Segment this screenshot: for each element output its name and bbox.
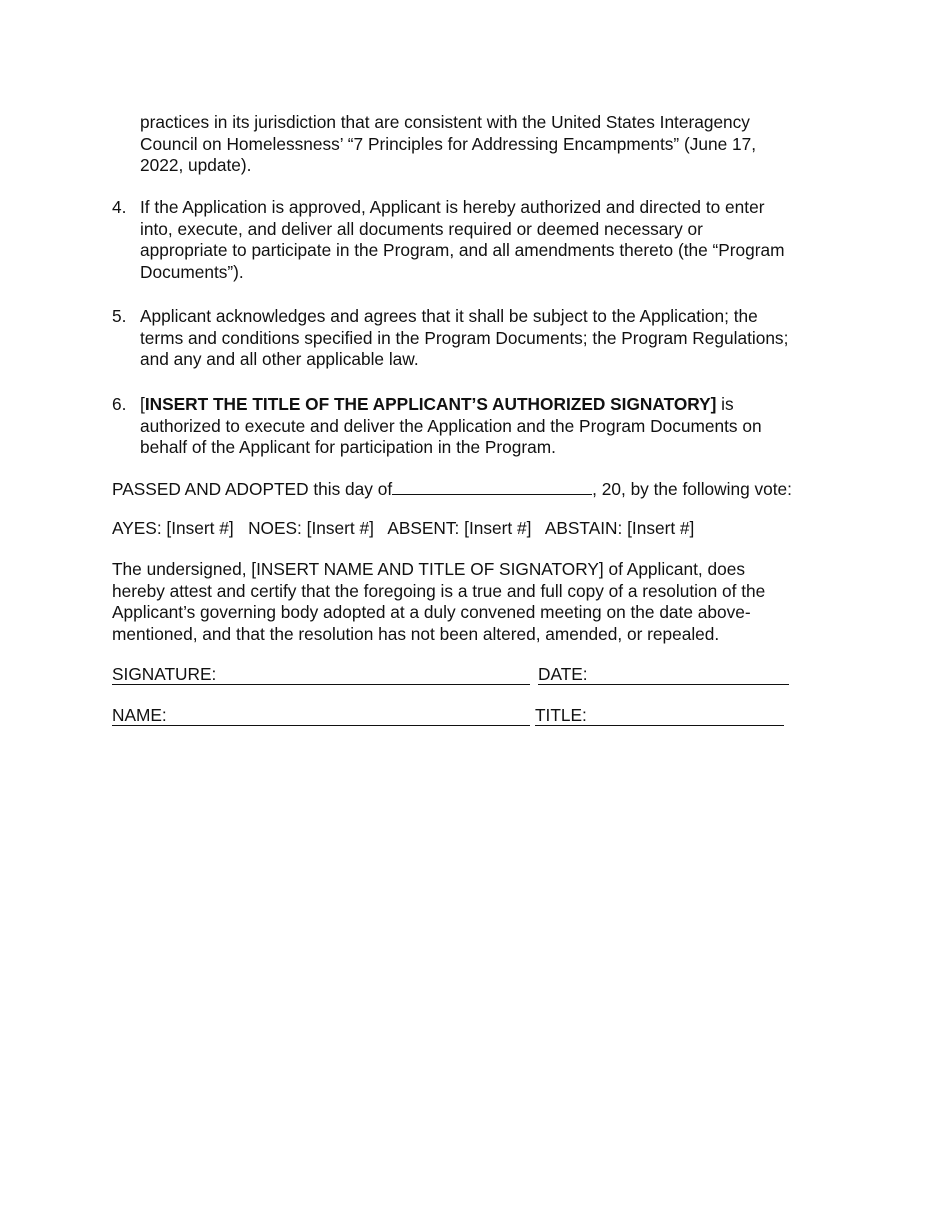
item-line: Documents”).: [140, 261, 244, 282]
continuation-line: practices in its jurisdiction that are consistent with the United States Interagency: [140, 112, 750, 132]
item-line: Applicant acknowledges and agrees that it shall be subject to the Application; the: [140, 306, 758, 326]
title-line[interactable]: [535, 725, 784, 726]
item-line: appropriate to participate in the Program, and all amendments thereto (the “Program: [140, 240, 785, 261]
date-line[interactable]: [538, 684, 789, 685]
signatory-placeholder: INSERT THE TITLE OF THE APPLICANT’S AUTHORIZED SIGNATORY]: [144, 394, 717, 414]
name-label: NAME:: [112, 705, 167, 725]
item-number: 6.: [112, 394, 127, 414]
title-label: TITLE:: [535, 705, 587, 725]
name-line[interactable]: [112, 725, 530, 726]
continuation-line: Council on Homelessness’ “7 Principles for Addressing Encampments” (June 17,: [140, 133, 757, 154]
passed-adopted-line: [112, 478, 842, 501]
passed-comma: ,: [592, 479, 597, 499]
continuation-line: 2022, update).: [140, 155, 252, 176]
attest-line: hereby attest and certify that the foregoing is a true and full copy of a resolution of the: [112, 580, 766, 601]
attestation-paragraph: [112, 559, 842, 645]
signature-line[interactable]: [112, 684, 530, 685]
attest-line: The undersigned, [INSERT NAME AND TITLE OF SIGNATORY] of Applicant, does: [112, 559, 745, 579]
signature-label: SIGNATURE:: [112, 664, 217, 684]
vote-text: AYES: [Insert #] NOES: [Insert #] ABSENT: [Insert #] ABSTAIN: [Insert #]: [112, 518, 695, 538]
continuation-paragraph: [140, 112, 842, 177]
item-line: authorized to execute and deliver the Application and the Program Documents on: [140, 415, 762, 436]
passed-suffix: 20, by the following vote:: [596, 479, 792, 499]
date-label: DATE:: [538, 664, 588, 684]
attest-line: mentioned, and that the resolution has not been altered, amended, or repealed.: [112, 623, 720, 644]
bracket-open: [: [140, 394, 145, 414]
item-text: [140, 394, 842, 459]
item-text: [140, 306, 842, 371]
item-line: terms and conditions specified in the Program Documents; the Program Regulations;: [140, 327, 789, 348]
item-number: 5.: [112, 306, 127, 326]
vote-tally: [112, 518, 842, 540]
item-text: [140, 197, 842, 283]
attest-line: Applicant’s governing body adopted at a duly convened meeting on the date above-: [112, 602, 751, 623]
item-line: into, execute, and deliver all documents required or deemed necessary or: [140, 218, 703, 239]
item-first-line: [140, 394, 842, 416]
item-line: and any and all other applicable law.: [140, 349, 419, 370]
item-number: 4.: [112, 197, 127, 217]
item-line: behalf of the Applicant for participation in the Program.: [140, 437, 556, 458]
day-blank[interactable]: [392, 478, 592, 495]
item-line: If the Application is approved, Applicant is hereby authorized and directed to enter: [140, 197, 765, 217]
passed-prefix: PASSED AND ADOPTED this day of: [112, 479, 393, 499]
first-line-suffix: is: [716, 394, 734, 414]
